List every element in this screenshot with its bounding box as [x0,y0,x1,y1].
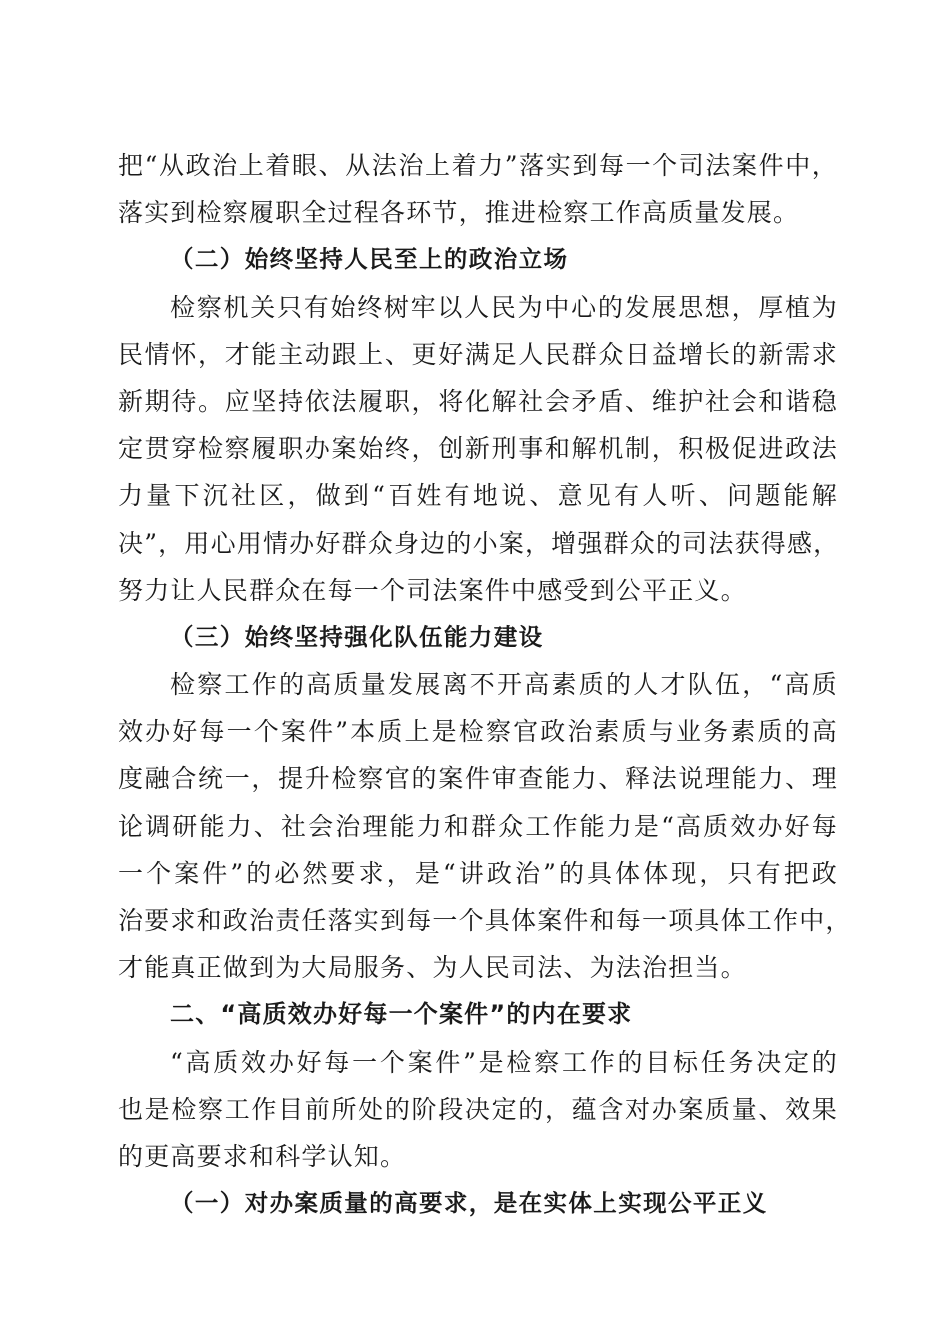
paragraph-line: 才能真正做到为大局服务、为人民司法、为法治担当。 [118,953,747,983]
section-subheading: （一）对办案质量的高要求，是在实体上实现公平正义 [170,1189,768,1218]
paragraph-line: 效办好每一个案件”本质上是检察官政治素质与业务素质的高 [118,717,838,747]
paragraph-line: “高质效办好每一个案件”是检察工作的目标任务决定的 [170,1047,838,1077]
section-subheading: （三）始终坚持强化队伍能力建设 [170,622,544,651]
paragraph-line: 努力让人民群众在每一个司法案件中感受到公平正义。 [118,575,747,605]
paragraph-line: 一个案件”的必然要求，是“讲政治”的具体体现，只有把政 [118,858,838,888]
document-body [118,142,852,1227]
section-heading: 二、“高质效办好每一个案件”的内在要求 [170,1000,633,1029]
paragraph-line: 力量下沉社区，做到“百姓有地说、意见有人听、问题能解 [118,481,838,511]
paragraph-line: 检察机关只有始终树牢以人民为中心的发展思想，厚植为 [170,292,838,322]
paragraph-line: 定贯穿检察履职办案始终，创新刑事和解机制，积极促进政法 [118,434,838,464]
paragraph-line: 论调研能力、社会治理能力和群众工作能力是“高质效办好每 [118,811,838,841]
paragraph-line: 度融合统一，提升检察官的案件审查能力、释法说理能力、理 [118,764,838,794]
paragraph-line: 也是检察工作目前所处的阶段决定的，蕴含对办案质量、效果 [118,1094,838,1124]
paragraph-line: 民情怀，才能主动跟上、更好满足人民群众日益增长的新需求 [118,339,838,369]
paragraph-line: 新期待。应坚持依法履职，将化解社会矛盾、维护社会和谐稳 [118,386,838,416]
paragraph-line: 的更高要求和科学认知。 [118,1141,407,1171]
section-subheading: （二）始终坚持人民至上的政治立场 [170,245,569,274]
paragraph-line: 检察工作的高质量发展离不开高素质的人才队伍，“高质 [170,670,838,700]
paragraph-line: 决”，用心用情办好群众身边的小案，增强群众的司法获得感， [118,528,840,558]
paragraph-line: 治要求和政治责任落实到每一个具体案件和每一项具体工作中， [118,906,852,935]
paragraph-line: 落实到检察履职全过程各环节，推进检察工作高质量发展。 [118,198,800,228]
paragraph-line: 把“从政治上着眼、从法治上着力”落实到每一个司法案件中， [118,151,838,180]
